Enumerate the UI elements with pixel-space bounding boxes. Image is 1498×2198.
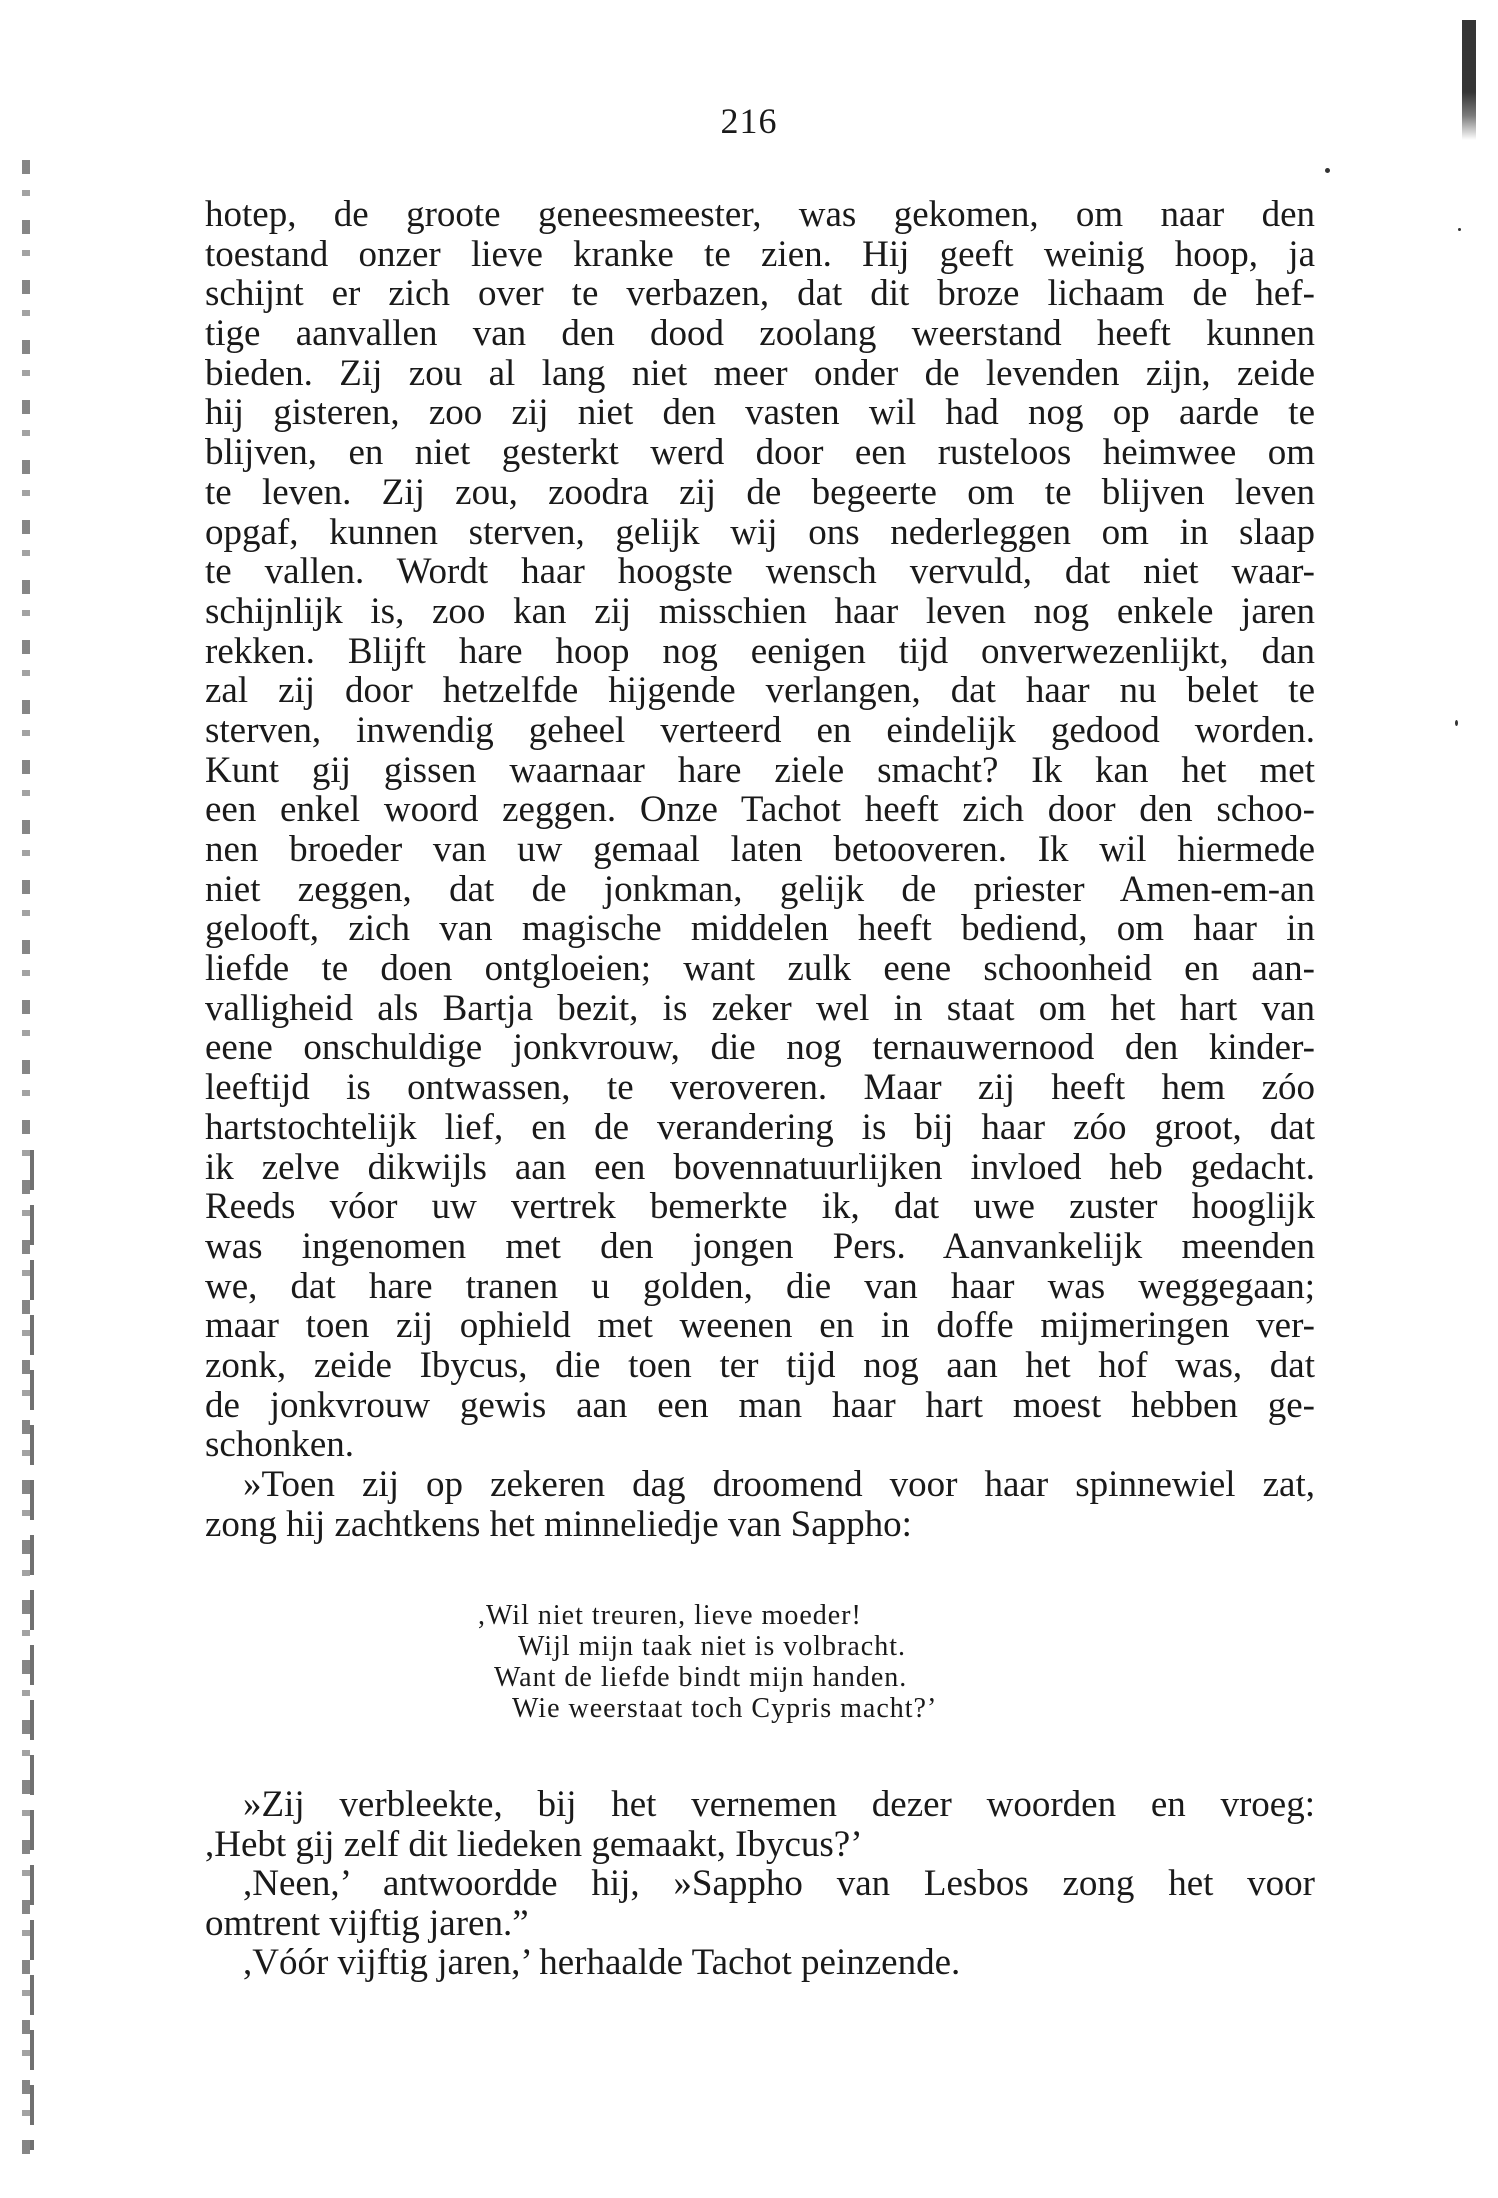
text-line: zong hij zachtkens het minneliedje van Sappho: xyxy=(205,1503,912,1545)
text-line: blijven, en niet gesterkt werd door een rusteloos heimwee om xyxy=(205,432,1315,474)
text-line: Kunt gij gissen waarnaar hare ziele smacht? Ik kan het met xyxy=(205,749,1315,791)
text-line: nen broeder van uw gemaal laten betooveren. Ik wil hiermede xyxy=(205,829,1315,870)
text-line: we, dat hare tranen u golden, die van haar was weggegaan; xyxy=(205,1265,1315,1307)
text-line: schijnlijk is, zoo kan zij misschien haar leven nog enkele jaren xyxy=(205,590,1315,632)
text-line: sterven, inwendig geheel verteerd en eindelijk gedood worden. xyxy=(205,709,1315,751)
text-line: opgaf, kunnen sterven, gelijk wij ons nederleggen om in slaap xyxy=(205,511,1315,553)
main-paragraph xyxy=(205,195,1315,1544)
text-line: was ingenomen met den jongen Pers. Aanvankelijk meenden xyxy=(205,1225,1315,1267)
text-line: gelooft, zich van magische middelen heeft bediend, om haar in xyxy=(205,908,1315,950)
text-line: een enkel woord zeggen. Onze Tachot heeft zich door den schoo- xyxy=(205,789,1315,831)
scan-binding-shadow xyxy=(22,160,30,2160)
text-line: zonk, zeide Ibycus, die toen ter tijd nog aan het hof was, dat xyxy=(205,1344,1315,1386)
text-line: »Toen zij op zekeren dag droomend voor haar spinnewiel zat, xyxy=(243,1464,1315,1505)
speck xyxy=(1455,720,1458,726)
text-line: bieden. Zij zou al lang niet meer onder de levenden zijn, zeide xyxy=(205,352,1315,394)
text-line: liefde te doen ontgloeien; want zulk eene schoonheid en aan- xyxy=(205,948,1315,990)
text-line: zal zij door hetzelfde hijgende verlangen, dat haar nu belet te xyxy=(205,670,1315,712)
text-line: te leven. Zij zou, zoodra zij de begeerte om te blijven leven xyxy=(205,471,1315,513)
text-line: ,Neen,’ antwoordde hij, »Sappho van Lesbos zong het voor xyxy=(243,1863,1315,1904)
poem-line: Wie weerstaat toch Cypris macht?’ xyxy=(512,1693,938,1724)
poem-quote xyxy=(478,1600,937,1724)
text-line: hartstochtelijk lief, en de verandering is bij haar zóo groot, dat xyxy=(205,1106,1315,1148)
poem-line: Wijl mijn taak niet is volbracht. xyxy=(518,1631,907,1662)
text-line: maar toen zij ophield met weenen en in doffe mijmeringen ver- xyxy=(205,1305,1315,1347)
text-line: schijnt er zich over te verbazen, dat dit broze lichaam de hef- xyxy=(205,273,1315,315)
scan-binding-shadow-inner xyxy=(30,1150,34,2150)
text-line: hotep, de groote geneesmeester, was gekomen, om naar den xyxy=(205,194,1315,235)
speck xyxy=(1325,168,1330,173)
text-line: valligheid als Bartja bezit, is zeker wel in staat om het hart van xyxy=(205,987,1315,1029)
speck xyxy=(1458,228,1461,231)
text-line: toestand onzer lieve kranke te zien. Hij geeft weinig hoop, ja xyxy=(205,233,1315,275)
text-line: omtrent vijftig jaren.” xyxy=(205,1902,529,1944)
text-line: ,Hebt gij zelf dit liedeken gemaakt, Ibycus?’ xyxy=(205,1823,863,1865)
text-line: niet zeggen, dat de jonkman, gelijk de priester Amen-em-an xyxy=(205,868,1315,910)
text-line: de jonkvrouw gewis aan een man haar hart moest hebben ge- xyxy=(205,1384,1315,1426)
text-line: Reeds vóor uw vertrek bemerkte ik, dat uwe zuster hooglijk xyxy=(205,1186,1315,1228)
poem-line: ,Wil niet treuren, lieve moeder! xyxy=(478,1600,862,1631)
text-line: ,Vóór vijftig jaren,’ herhaalde Tachot peinzende. xyxy=(243,1942,961,1983)
text-line: hij gisteren, zoo zij niet den vasten wil had nog op aarde te xyxy=(205,392,1315,434)
text-line: rekken. Blijft hare hoop nog eenigen tijd onverwezenlijkt, dan xyxy=(205,630,1315,672)
text-line: ik zelve dikwijls aan een bovennatuurlijken invloed heb gedacht. xyxy=(205,1146,1315,1188)
text-line: leeftijd is ontwassen, te veroveren. Maar zij heeft hem zóo xyxy=(205,1067,1315,1109)
poem-line: Want de liefde bindt mijn handen. xyxy=(494,1662,908,1693)
text-line: tige aanvallen van den dood zoolang weerstand heeft kunnen xyxy=(205,313,1315,355)
closing-dialogue xyxy=(205,1785,1315,1983)
text-line: »Zij verbleekte, bij het vernemen dezer woorden en vroeg: xyxy=(243,1784,1315,1825)
text-line: te vallen. Wordt haar hoogste wensch vervuld, dat niet waar- xyxy=(205,551,1315,593)
text-line: eene onschuldige jonkvrouw, die nog ternauwernood den kinder- xyxy=(205,1027,1315,1069)
page-number: 216 xyxy=(720,101,778,141)
text-line: schonken. xyxy=(205,1424,354,1466)
